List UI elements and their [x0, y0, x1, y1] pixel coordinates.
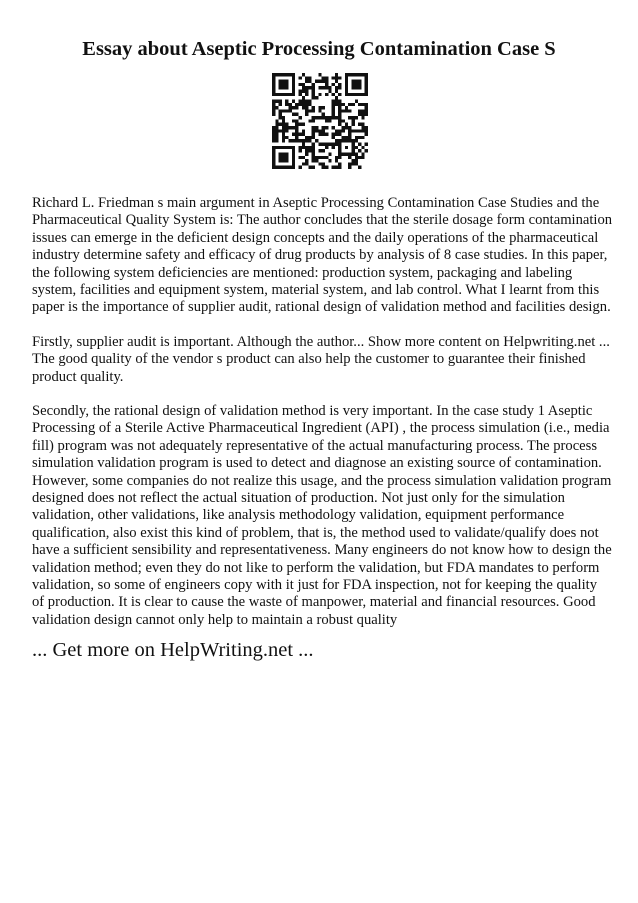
document-title: Essay about Aseptic Processing Contamination Case S	[82, 38, 556, 60]
paragraph-1	[32, 195, 613, 317]
text-line: system, facilities and equipment system, material system, and lab control. What I learnt from this	[32, 282, 600, 299]
text-line: industry determine safety and efficacy of drug products by analysis of 8 case studies. In this paper,	[32, 247, 608, 264]
text-line: simulation validation program is used to detect and diagnose an existing source of contamination.	[32, 455, 602, 472]
text-line: However, some companies do not realize this usage, and the process simulation validation program	[32, 472, 612, 489]
text-line: The good quality of the vendor s product can also help the customer to guarantee their finished	[32, 351, 586, 368]
text-line: fill) program was not adequately representative of the actual manufacturing process. The process	[32, 437, 598, 454]
text-line: qualification, also exist this kind of problem, that is, the method used to validate/qualify does not	[32, 524, 599, 541]
text-line: validation method; even they do not like to perform the validation, but FDA mandates to perform	[32, 559, 600, 576]
text-line: Pharmaceutical Quality System is: The author concludes that the sterile dosage form contamination	[32, 212, 613, 229]
text-line: Firstly, supplier audit is important. Although the author... Show more content on Helpwriting.net ...	[32, 334, 610, 350]
text-line: of production. It is clear to cause the waste of manpower, material and financial resources. Good	[32, 594, 596, 611]
text-line: Secondly, the rational design of validation method is very important. In the case study 1 Aseptic	[32, 403, 593, 419]
text-line: designed does not reflect the actual situation of production. Not just only for the simulation	[32, 490, 565, 507]
paragraph-2	[32, 334, 608, 386]
text-line: issues can emerge in the deficient design concepts and the daily operations of the pharmaceutical	[32, 229, 599, 246]
text-line: validation design cannot only help to maintain a robust quality	[32, 611, 398, 628]
text-line: product quality.	[32, 368, 124, 385]
text-line: Processing of a Sterile Active Pharmaceutical Ingredient (API) , the process simulation (i.e., media	[32, 420, 610, 437]
text-line: Richard L. Friedman s main argument in Aseptic Processing Contamination Case Studies and the	[32, 195, 600, 211]
text-line: the following system deficiencies are mentioned: production system, packaging and labeling	[32, 264, 573, 281]
paragraph-3	[32, 403, 612, 629]
text-line: have a sufficient sensibility and representativeness. Many engineers do not know how to design the	[32, 542, 612, 559]
more-link[interactable]: ... Get more on HelpWriting.net ...	[32, 639, 314, 661]
qr-code	[272, 73, 368, 169]
text-line: validation, so some of engineers copy with it just for FDA inspection, not for keeping the quality	[32, 577, 598, 594]
text-line: paper is the importance of supplier audit, rational design of validation method and facilities design.	[32, 299, 611, 316]
text-line: validation, other validations, like analysis methodology validation, equipment performance	[32, 507, 565, 524]
